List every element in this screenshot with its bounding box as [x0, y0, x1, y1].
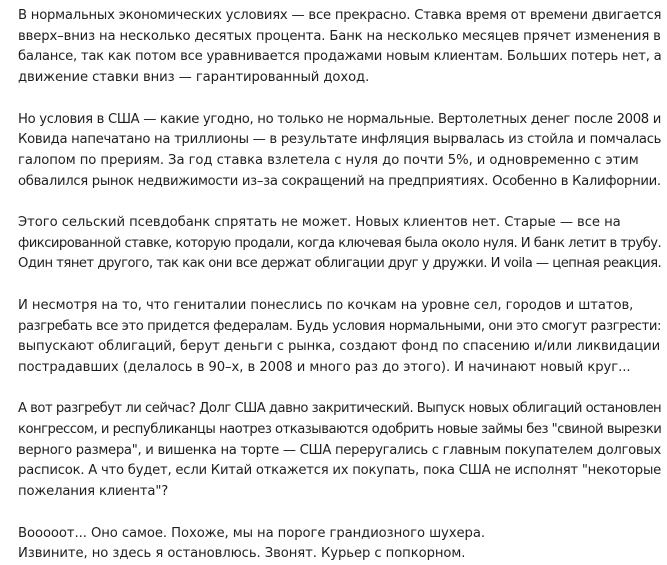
- text-line: Вооооот... Оно самое. Похоже, мы на пороге грандиозного шухера.: [18, 525, 485, 541]
- text-line: Извините, но здесь я остановлюсь. Звонят. Курьер с попкорном.: [18, 546, 466, 562]
- text-line: Но условия в США — какие угодно, но только не нормальные. Вертолетных денег после 2008 и: [18, 111, 661, 127]
- text-line: вверх–вниз на несколько десятых процента. Банк на несколько месяцев прячет изменения в: [18, 28, 661, 44]
- paragraph-1: [18, 6, 663, 89]
- text-line: верного размера", и вишенка на торте — США переругались с главным покупателем долговых: [18, 442, 662, 458]
- text-line: Ковида напечатано на триллионы — в результате инфляция вырвалась из стойла и помчалась: [18, 132, 662, 148]
- text-line: обвалился рынок недвижимости из–за сокращений на предприятиях. Особенно в Калифорнии.: [18, 173, 661, 189]
- text-line: Этого сельский псевдобанк спрятать не может. Новых клиентов нет. Старые — все на: [18, 215, 621, 230]
- text-line: А вот разгребут ли сейчас? Долг США давно закритический. Выпуск новых облигаций остановлен: [18, 401, 662, 417]
- text-line: балансе, так как потом все уравнивается продажами новым клиентам. Больших потерь нет, а: [18, 49, 662, 65]
- paragraph-2: [18, 110, 663, 193]
- text-line: выпускают облигаций, берут деньги с рынка, создают фонд по спасению и/или ликвидации: [18, 339, 661, 355]
- text-line: И несмотря на то, что гениталии понеслись по кочкам на уровне сел, городов и штатов,: [18, 297, 634, 313]
- text-line: галопом по прериям. За год ставка взлетела с нуля до почти 5%, и одновременно с этим: [18, 152, 639, 168]
- paragraph-5: [18, 399, 663, 503]
- text-line: пострадавших (делалось в 90–х, в 2008 и много раз до этого). И начинают новый круг...: [18, 359, 631, 375]
- text-line: Один тянет другого, так как они все держат облигации друг у дружки. И voila — цепная реакция.: [18, 256, 662, 272]
- text-line: фиксированной ставке, которую продали, когда ключевая была около нуля. И банк летит в трубу.: [18, 235, 662, 251]
- text-line: движение ставки вниз — гарантированный доход.: [18, 70, 370, 86]
- paragraph-3: [18, 213, 663, 275]
- text-line: расписок. А что будет, если Китай откажется их покупать, пока США не исполнят "некоторые: [18, 463, 662, 479]
- text-line: пожелания клиента"?: [18, 484, 169, 500]
- text-line: В нормальных экономических условиях — все прекрасно. Ставка время от времени двигается: [18, 8, 662, 23]
- text-line: разгребать все это придется федералам. Будь условия нормальными, они это смогут разгрести:: [18, 318, 662, 334]
- text-line: конгрессом, и республиканцы наотрез отказываются одобрить новые займы без "свиной вырезки: [18, 422, 662, 437]
- paragraph-4: [18, 296, 663, 379]
- paragraph-6: [18, 524, 663, 565]
- post-body: [18, 6, 663, 565]
